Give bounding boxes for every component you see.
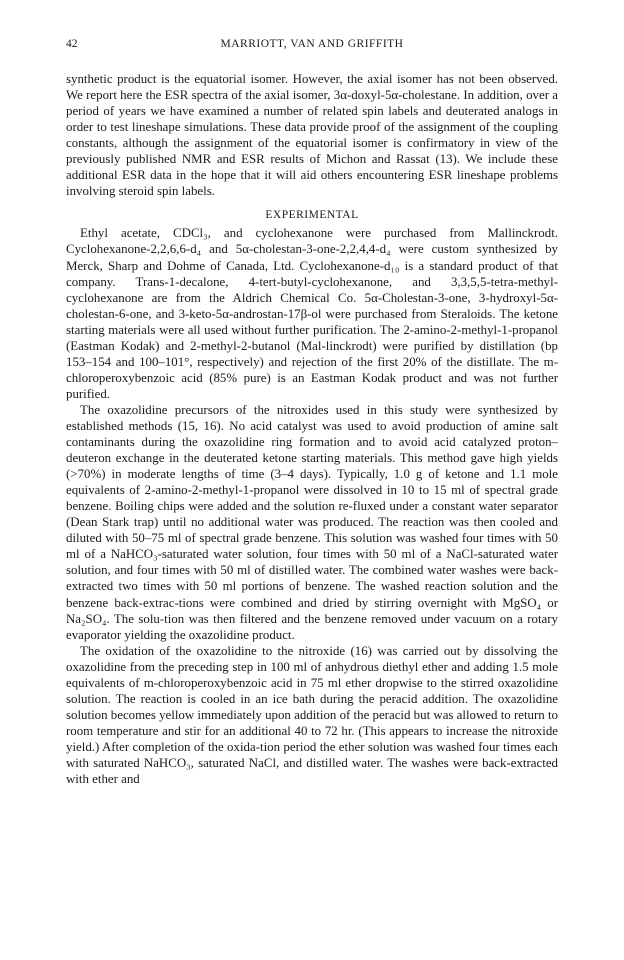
body-text	[66, 71, 558, 787]
section-heading: EXPERIMENTAL	[265, 209, 359, 222]
intro-paragraph: synthetic product is the equatorial isomer. However, the axial isomer has not been observed. We report here the ESR spectra of the axial isomer, 3α-doxyl-5α-cholestane. In addition, over a period of years we have examined a number of related spin labels and deuterated analogs in order to test lineshape simulations. These data provide proof of the assignment of the coupling constants, although the assignment of the equatorial isomer is confirmatory in view of the previously published NMR and ESR results of Michon and Rassat (13). We include these additional ESR data in the hope that it will aid others encountering ESR lineshape problems involving steroid spin labels.	[66, 72, 558, 199]
running-head: MARRIOTT, VAN AND GRIFFITH	[220, 38, 404, 50]
page-header	[66, 38, 558, 54]
oxazolidine-synthesis-paragraph: The oxazolidine precursors of the nitroxides used in this study were synthesized by established methods (15, 16). No acid catalyst was used to avoid production of amine salt contaminants during the oxazolidine ring formation and to avoid acid catalyzed proton–deuteron exchange in the deuterated ketone starting materials. This method gave high yields (>70%) in moderate lengths of time (3–4 days). Typically, 1.0 g of ketone and 1.1 mole equivalents of 2-amino-2-methyl-1-propanol were dissolved in 10 to 15 ml of spectral grade benzene. Boiling chips were added and the solution re-fluxed under a constant water separator (Dean Stark trap) until no additional water was produced. The reaction was then cooled and diluted with 50–75 ml of spectral grade benzene. This solution was washed four times with 50 ml of a NaHCO₃-saturated water solution, four times with 50 ml of a NaCl-saturated water solution, and four times with 50 ml of distilled water. The combined water washes were back-extracted two times with 50 ml portions of benzene. The washed reaction solution and the benzene back-extrac-tions were combined and dried by stirring overnight with MgSO₄ or Na₂SO₄. The solu-tion was then filtered and the benzene removed under vacuum on a rotary evaporator yielding the oxazolidine product.	[66, 402, 558, 642]
oxidation-paragraph: The oxidation of the oxazolidine to the nitroxide (16) was carried out by dissolving the oxazolidine from the preceding step in 100 ml of anhydrous diethyl ether and adding 1.5 mole equivalents of m-chloroperoxybenzoic acid in 75 ml ether dropwise to the stirred oxazolidine solution. The reaction is cooled in an ice bath during the peracid addition. The oxazolidine solution becomes yellow immediately upon addition of the peracid but was allowed to return to room temperature and stir for an additional 40 to 72 hr. (This appears to increase the nitroxide yield.) After completion of the oxida-tion period the ether solution was washed four times each with saturated NaHCO₃, saturated NaCl, and distilled water. The washes were back-extracted with ether and	[66, 643, 558, 787]
materials-paragraph: Ethyl acetate, CDCl₃, and cyclohexanone were purchased from Mallinckrodt. Cyclohexanone-2,2,6,6-d₄ and 5α-cholestan-3-one-2,2,4,4-d₄ were custom synthesized by Merck, Sharp and Dohme of Canada, Ltd. Cyclohexanone-d₁₀ is a standard product of that company. Trans-1-decalone, 4-tert-butyl-cyclohexanone, and 3,3,5,5-tetra-methyl-cyclohexanone are from the Aldrich Chemical Co. 5α-Cholestan-3-one, 3-hydroxyl-5α-cholestan-6-one, and 3-keto-5α-androstan-17β-ol were purchased from Steraloids. The ketone starting materials were all used without further purification. The 2-amino-2-methyl-1-propanol (Eastman Kodak) and 2-methyl-2-butanol (Mal-linckrodt) were purified by distillation (bp 153–154 and 100–101°, respectively) and rejection of the first 20% of the distillate. The m-chloroperoxybenzoic acid (85% pure) is an Eastman Kodak product and was not further purified.	[66, 226, 558, 401]
page-number: 42	[66, 38, 78, 50]
